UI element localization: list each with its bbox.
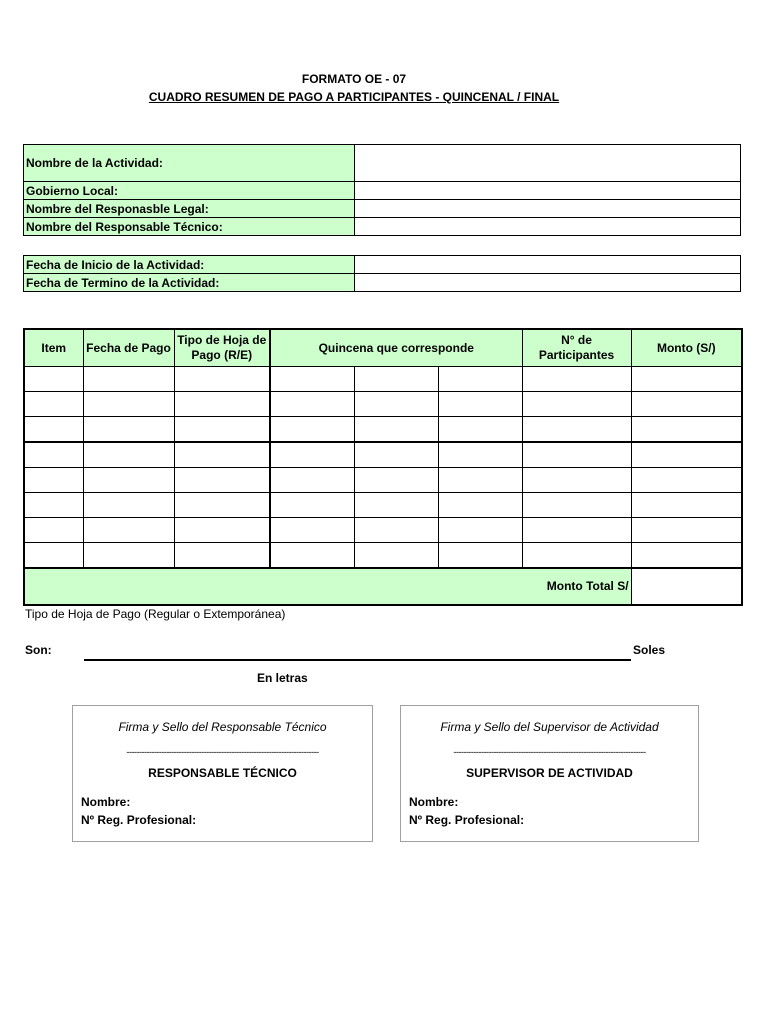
table-header-row (24, 329, 742, 367)
cell[interactable] (354, 543, 438, 569)
cell[interactable] (522, 417, 631, 443)
cell[interactable] (354, 518, 438, 543)
cell[interactable] (522, 518, 631, 543)
cell[interactable] (270, 442, 354, 468)
cell[interactable] (270, 392, 354, 417)
cell[interactable] (522, 543, 631, 569)
cell[interactable] (438, 367, 522, 392)
cell[interactable] (24, 417, 83, 443)
payment-summary-table (23, 328, 743, 606)
cell[interactable] (354, 417, 438, 443)
cell[interactable] (354, 442, 438, 468)
cell[interactable] (174, 543, 270, 569)
label-nombre-actividad: Nombre de la Actividad: (24, 145, 355, 182)
cell[interactable] (438, 543, 522, 569)
son-amount-line[interactable] (84, 659, 631, 661)
cell[interactable] (522, 442, 631, 468)
table-row (24, 367, 742, 392)
cell[interactable] (270, 367, 354, 392)
signature-line: ----------------------------------------------------------------------------- (126, 747, 319, 757)
cell[interactable] (354, 493, 438, 518)
cell[interactable] (24, 468, 83, 493)
cell[interactable] (83, 442, 174, 468)
signature-nombre-label: Nombre: (409, 795, 459, 809)
signature-caption: Firma y Sello del Supervisor de Actividad (440, 720, 659, 734)
cell[interactable] (522, 493, 631, 518)
cell[interactable] (24, 518, 83, 543)
cell[interactable] (83, 518, 174, 543)
cell[interactable] (174, 442, 270, 468)
cell[interactable] (270, 543, 354, 569)
cell[interactable] (631, 417, 742, 443)
cell[interactable] (24, 392, 83, 417)
total-amount-field[interactable] (631, 568, 742, 605)
field-responsable-tecnico[interactable] (355, 218, 741, 236)
signature-box-supervisor (400, 705, 699, 842)
cell[interactable] (83, 543, 174, 569)
label-gobierno-local: Gobierno Local: (24, 182, 355, 200)
activity-info-table (23, 144, 741, 236)
header-quincena: Quincena que corresponde (270, 329, 522, 367)
signature-role: SUPERVISOR DE ACTIVIDAD (466, 766, 633, 780)
cell[interactable] (174, 392, 270, 417)
field-fecha-termino[interactable] (355, 274, 741, 292)
document-subtitle: CUADRO RESUMEN DE PAGO A PARTICIPANTES - QUINCENAL / FINAL (148, 90, 560, 104)
label-fecha-termino: Fecha de Termino de la Actividad: (24, 274, 355, 292)
cell[interactable] (631, 493, 742, 518)
cell[interactable] (174, 493, 270, 518)
table-row (24, 468, 742, 493)
field-responsable-legal[interactable] (355, 200, 741, 218)
cell[interactable] (438, 493, 522, 518)
cell[interactable] (631, 468, 742, 493)
cell[interactable] (83, 493, 174, 518)
table-row (24, 493, 742, 518)
table-row (24, 518, 742, 543)
tipo-hoja-note: Tipo de Hoja de Pago (Regular o Extemporánea) (25, 607, 286, 621)
cell[interactable] (631, 518, 742, 543)
cell[interactable] (522, 392, 631, 417)
cell[interactable] (438, 392, 522, 417)
cell[interactable] (438, 442, 522, 468)
signature-line: ----------------------------------------------------------------------------- (453, 747, 646, 757)
signature-box-responsable (72, 705, 373, 842)
label-responsable-legal: Nombre del Responasble Legal: (24, 200, 355, 218)
cell[interactable] (24, 543, 83, 569)
cell[interactable] (270, 417, 354, 443)
cell[interactable] (631, 392, 742, 417)
cell[interactable] (631, 367, 742, 392)
cell[interactable] (174, 367, 270, 392)
cell[interactable] (83, 468, 174, 493)
cell[interactable] (354, 468, 438, 493)
signature-reg-label: Nº Reg. Profesional: (81, 813, 197, 827)
cell[interactable] (270, 518, 354, 543)
cell[interactable] (24, 367, 83, 392)
cell[interactable] (270, 468, 354, 493)
cell[interactable] (631, 442, 742, 468)
header-participantes: N° de Participantes (522, 329, 631, 367)
cell[interactable] (522, 367, 631, 392)
cell[interactable] (174, 518, 270, 543)
cell[interactable] (522, 468, 631, 493)
cell[interactable] (83, 392, 174, 417)
son-label: Son: (25, 643, 52, 657)
signature-reg-label: Nº Reg. Profesional: (409, 813, 525, 827)
cell[interactable] (354, 367, 438, 392)
signature-caption: Firma y Sello del Responsable Técnico (118, 720, 327, 734)
en-letras-label: En letras (257, 671, 308, 685)
cell[interactable] (174, 468, 270, 493)
signature-role: RESPONSABLE TÉCNICO (148, 766, 297, 780)
header-item: Item (24, 329, 83, 367)
cell[interactable] (270, 493, 354, 518)
cell[interactable] (24, 442, 83, 468)
field-fecha-inicio[interactable] (355, 256, 741, 274)
dates-info-table (23, 255, 741, 292)
cell[interactable] (438, 518, 522, 543)
table-row (24, 417, 742, 443)
cell[interactable] (174, 417, 270, 443)
cell[interactable] (438, 468, 522, 493)
total-label: Monto Total S/ (24, 568, 631, 605)
header-tipo-hoja: Tipo de Hoja de Pago (R/E) (174, 329, 270, 367)
total-row (24, 568, 742, 605)
header-fecha-pago: Fecha de Pago (83, 329, 174, 367)
document-title: FORMATO OE - 07 (301, 72, 407, 86)
field-nombre-actividad[interactable] (355, 145, 741, 182)
soles-label: Soles (633, 643, 666, 657)
field-gobierno-local[interactable] (355, 182, 741, 200)
table-row (24, 442, 742, 468)
label-responsable-tecnico: Nombre del Responsable Técnico: (24, 218, 355, 236)
signature-nombre-label: Nombre: (81, 795, 131, 809)
cell[interactable] (24, 493, 83, 518)
cell[interactable] (631, 543, 742, 569)
cell[interactable] (83, 417, 174, 443)
header-monto: Monto (S/) (631, 329, 742, 367)
cell[interactable] (354, 392, 438, 417)
cell[interactable] (83, 367, 174, 392)
table-row (24, 543, 742, 569)
cell[interactable] (438, 417, 522, 443)
table-row (24, 392, 742, 417)
label-fecha-inicio: Fecha de Inicio de la Actividad: (24, 256, 355, 274)
